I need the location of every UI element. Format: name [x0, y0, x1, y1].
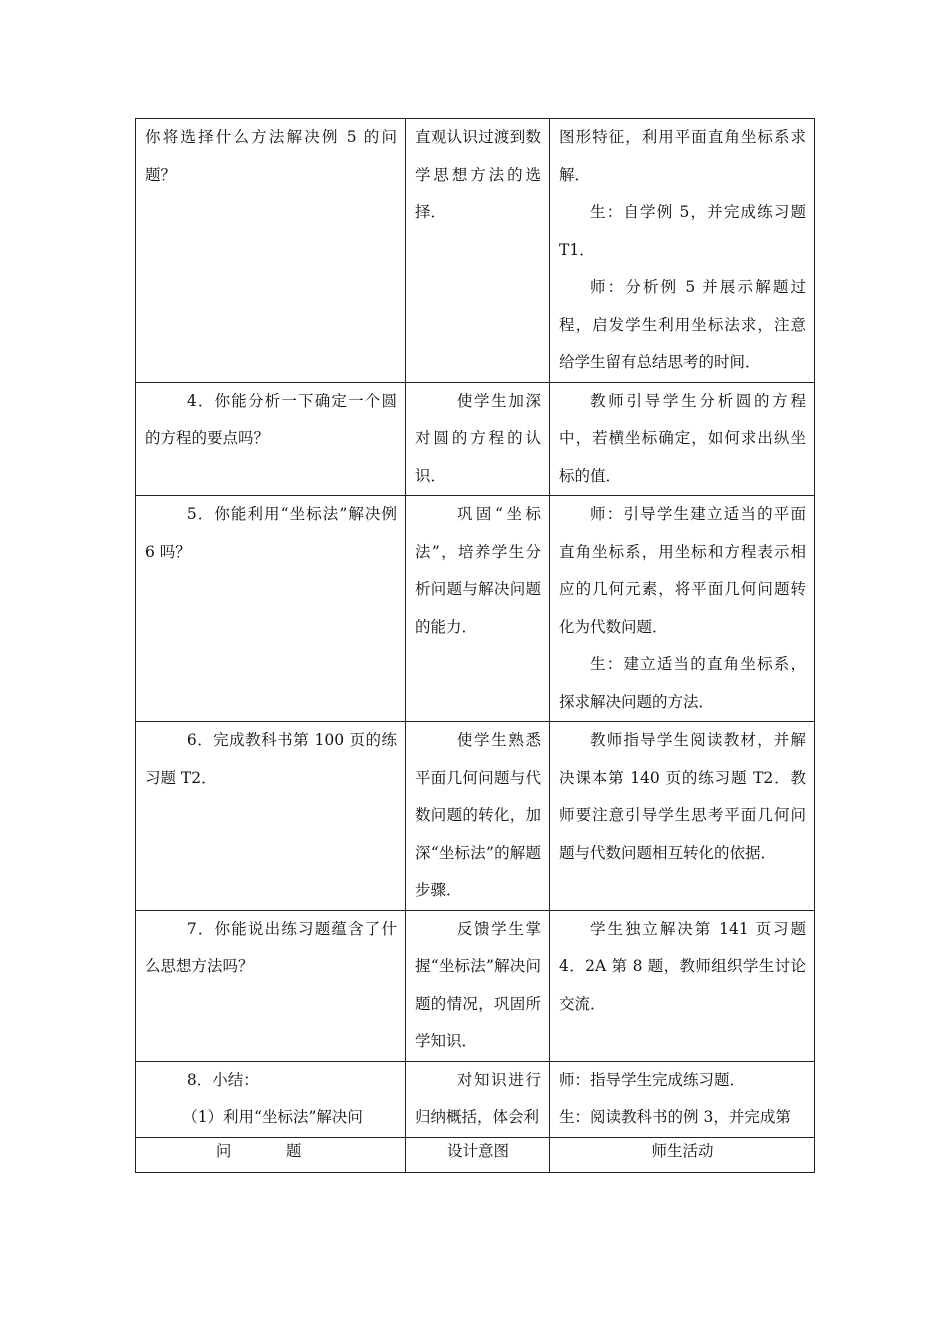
question-text: 5．你能利用“坐标法”解决例 6 吗？: [145, 505, 397, 561]
intent-text: 使学生熟悉平面几何问题与代数问题的转化，加深“坐标法”的解题步骤．: [414, 731, 542, 899]
intent-cell: [405, 496, 549, 722]
intent-cell: [405, 910, 549, 1061]
question-text: （1）利用“坐标法”解决问: [182, 1108, 363, 1126]
question-cell: [136, 1061, 406, 1137]
table-row: [136, 119, 815, 383]
table-row: [136, 496, 815, 722]
table-row: [136, 1061, 815, 1137]
question-cell: [136, 119, 406, 383]
activity-text: 教师引导学生分析圆的方程中，若横坐标确定，如何求出纵坐标的值．: [559, 391, 806, 485]
question-cell: [136, 722, 406, 911]
activity-text: 教师指导学生阅读教材，并解决课本第 140 页的练习题 T2．教师要注意引导学生思考平面几何问题与代数问题相互转化的依据．: [559, 731, 806, 862]
table-header-row: [136, 1137, 815, 1172]
activity-cell: [550, 910, 815, 1061]
activity-text: 师：指导学生完成练习题．: [559, 1070, 746, 1089]
table-row: [136, 910, 815, 1061]
question-text: 4．你能分析一下确定一个圆的方程的要点吗？: [145, 391, 397, 447]
lesson-table: [135, 118, 815, 1173]
table-row: [136, 382, 815, 496]
header-intent: [405, 1137, 549, 1172]
activity-text: 生：自学例 5，并完成练习题 T1．: [559, 203, 806, 259]
activity-text: 生：阅读教科书的例 3，并完成第: [559, 1108, 791, 1126]
header-question: [136, 1137, 406, 1172]
intent-text: 反馈学生掌握“坐标法”解决问题的情况，巩固所学知识．: [414, 919, 542, 1050]
activity-text: 师：引导学生建立适当的平面直角坐标系，用坐标和方程表示相应的几何元素，将平面几何问题转化为代数问题．: [559, 505, 806, 636]
header-activity-label: 师生活动: [651, 1141, 714, 1160]
intent-text: 直观认识过渡到数学思想方法的选择．: [414, 128, 542, 221]
activity-text: 师：分析例 5 并展示解题过程，启发学生利用坐标法求，注意给学生留有总结思考的时间．: [559, 278, 806, 371]
question-cell: [136, 382, 406, 496]
question-text: 你将选择什么方法解决例 5 的问题？: [145, 128, 397, 184]
activity-cell: [550, 1061, 815, 1137]
header-activity: [550, 1137, 815, 1172]
question-text: 6．完成教科书第 100 页的练习题 T2．: [145, 731, 397, 787]
intent-text: 巩固“坐标法”，培养学生分析问题与解决问题的能力．: [414, 505, 542, 636]
activity-text: 学生独立解决第 141 页习题 4．2A 第 8 题，教师组织学生讨论交流．: [559, 919, 806, 1013]
activity-text: 图形特征，利用平面直角坐标系求解．: [559, 128, 806, 184]
intent-text: 对知识进行归纳概括，体会利: [414, 1070, 542, 1126]
table-row: [136, 722, 815, 911]
question-cell: [136, 496, 406, 722]
intent-cell: [405, 1061, 549, 1137]
activity-cell: [550, 496, 815, 722]
intent-cell: [405, 119, 549, 383]
header-question-label: 问 题: [215, 1141, 327, 1160]
activity-cell: [550, 119, 815, 383]
header-intent-label: 设计意图: [447, 1141, 510, 1160]
activity-cell: [550, 722, 815, 911]
intent-cell: [405, 722, 549, 911]
question-text: 7．你能说出练习题蕴含了什么思想方法吗？: [145, 919, 397, 975]
intent-cell: [405, 382, 549, 496]
question-cell: [136, 910, 406, 1061]
activity-text: 生：建立适当的直角坐标系，探求解决问题的方法．: [559, 655, 806, 711]
activity-cell: [550, 382, 815, 496]
question-text: 8．小结：: [186, 1070, 259, 1089]
intent-text: 使学生加深对圆的方程的认识．: [414, 391, 542, 485]
